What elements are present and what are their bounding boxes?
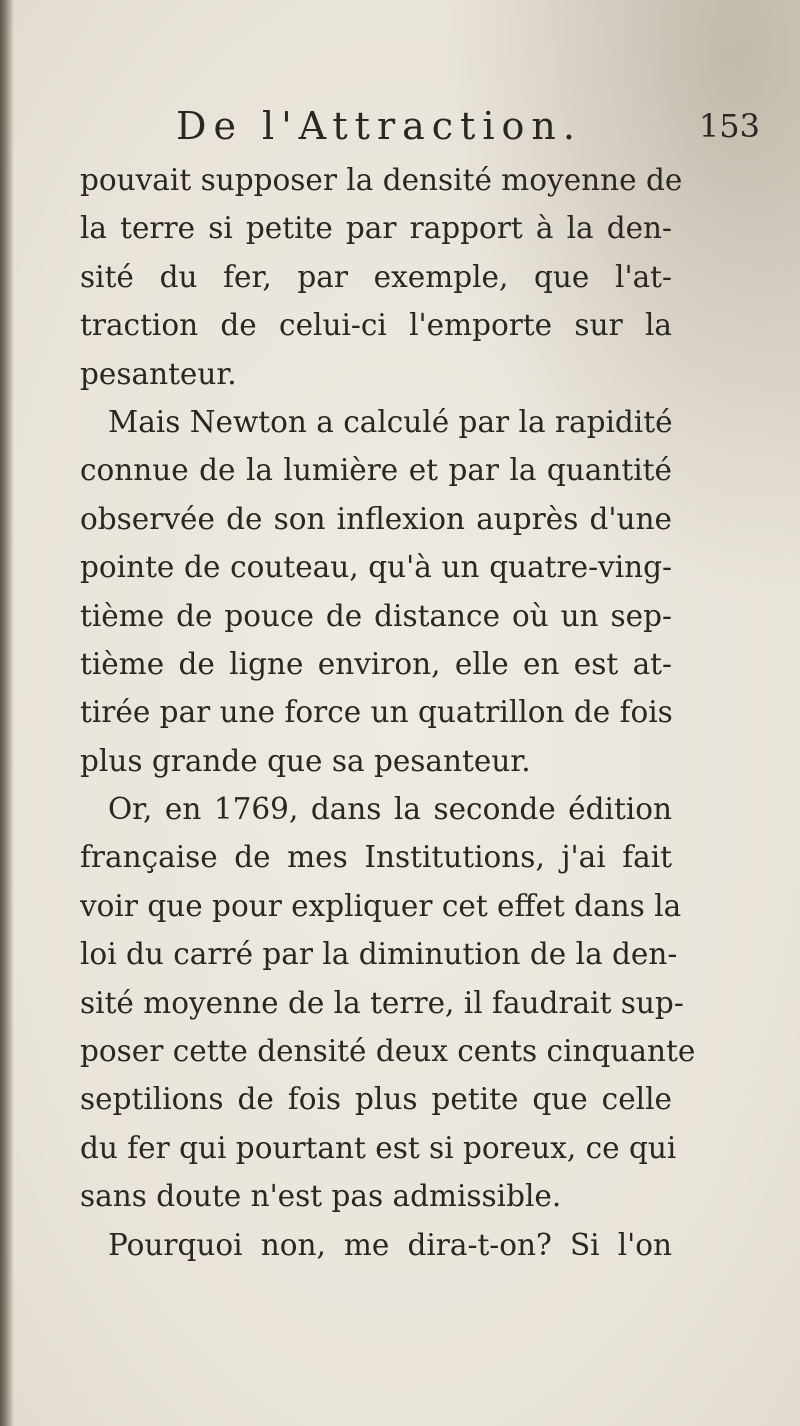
page-gutter-shadow [0, 0, 14, 1426]
running-head-title: De l'Attraction. [176, 104, 582, 148]
text-line: la terre si petite par rapport à la den- [80, 211, 672, 246]
text-line: pesanteur. [80, 356, 237, 391]
text-line: observée de son inflexion auprès d'une [80, 501, 672, 536]
text-line: sité du fer, par exemple, que l'at- [80, 259, 672, 294]
text-line: pouvait supposer la densité moyenne de [80, 163, 683, 197]
text-line: sans doute n'est pas admissible. [80, 1179, 562, 1214]
text-line: tième de pouce de distance où un sep- [80, 598, 672, 633]
text-line: connue de la lumière et par la quantité [80, 453, 672, 488]
text-line: sité moyenne de la terre, il faudrait sup- [80, 985, 684, 1020]
text-line: voir que pour expliquer cet effet dans la [80, 888, 682, 923]
text-line: Or, en 1769, dans la seconde édition [108, 792, 672, 827]
text-line: traction de celui-ci l'emporte sur la [80, 308, 672, 343]
text-line: tième de ligne environ, elle en est at- [80, 646, 672, 681]
text-line: Mais Newton a calculé par la rapidité [108, 404, 673, 439]
text-line: plus grande que sa pesanteur. [80, 743, 531, 778]
text-line: Pourquoi non, me dira-t-on? Si l'on [108, 1227, 672, 1262]
text-line: septilions de fois plus petite que celle [80, 1082, 672, 1117]
text-line: tirée par une force un quatrillon de fois [80, 695, 673, 730]
body-text [80, 156, 696, 1269]
text-line: pointe de couteau, qu'à un quatre-ving- [80, 550, 672, 585]
running-head [176, 100, 760, 152]
text-line: française de mes Institutions, j'ai fait [80, 840, 672, 875]
text-line: poser cette densité deux cents cinquante [80, 1034, 696, 1069]
text-line: loi du carré par la diminution de la den- [80, 937, 678, 972]
text-line: du fer qui pourtant est si poreux, ce qui [80, 1130, 677, 1165]
page-number: 153 [698, 107, 760, 145]
